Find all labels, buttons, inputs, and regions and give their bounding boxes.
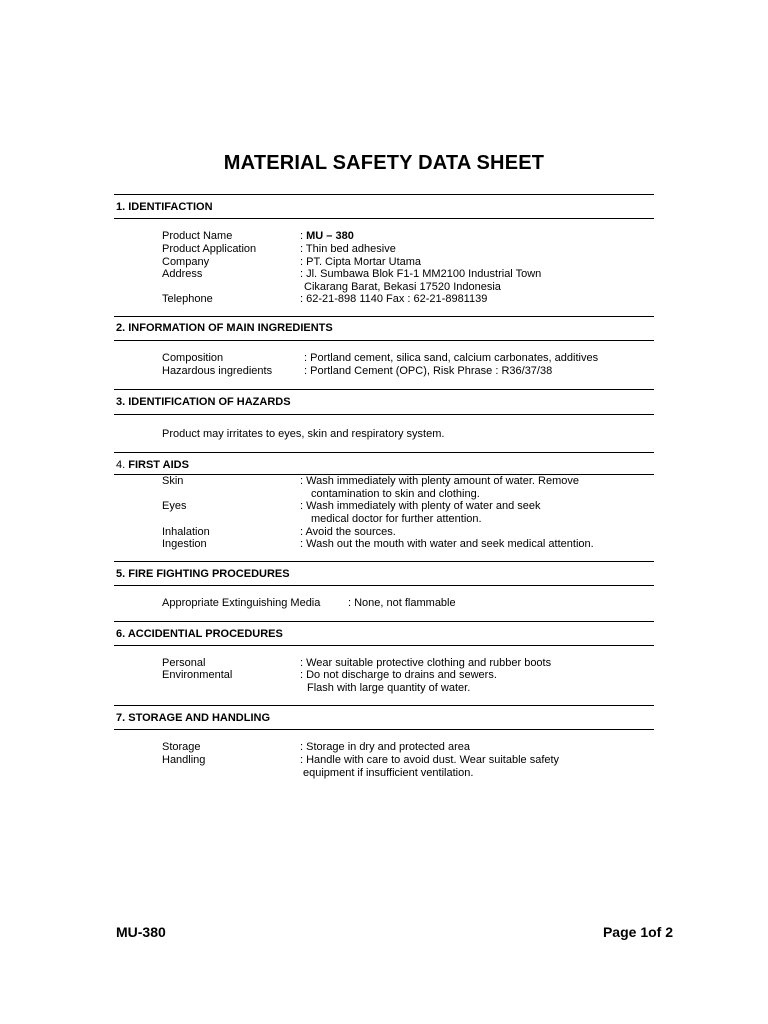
page-title: MATERIAL SAFETY DATA SHEET (223, 152, 545, 174)
divider (114, 705, 654, 706)
label-storage: Storage (162, 741, 201, 753)
label-hazardous-ingredients: Hazardous ingredients (162, 365, 273, 377)
section-heading-storage: 7. STORAGE AND HANDLING (116, 712, 271, 724)
value-inhalation: : Avoid the sources. (300, 526, 396, 538)
value-environmental-line2: Flash with large quantity of water. (307, 682, 471, 694)
value-address: : Jl. Sumbawa Blok F1-1 MM2100 Industrial Town (300, 268, 542, 280)
divider (114, 729, 654, 730)
value-eyes-line2: medical doctor for further attention. (311, 513, 482, 525)
label-inhalation: Inhalation (162, 526, 210, 538)
value-handling-line2: equipment if insufficient ventilation. (303, 767, 474, 779)
value-personal: : Wear suitable protective clothing and rubber boots (300, 657, 552, 669)
section-heading-ingredients: 2. INFORMATION OF MAIN INGREDIENTS (116, 322, 333, 334)
value-hazardous-ingredients: : Portland Cement (OPC), Risk Phrase : R36/37/38 (304, 365, 553, 377)
section-heading-hazards: 3. IDENTIFICATION OF HAZARDS (116, 396, 291, 408)
footer-doc-code: MU-380 (116, 924, 166, 940)
footer-page-number: Page 1of 2 (602, 924, 673, 940)
divider (114, 194, 654, 195)
label-personal: Personal (162, 657, 206, 669)
label-ingestion: Ingestion (162, 538, 207, 550)
value-product-application: : Thin bed adhesive (300, 243, 396, 255)
value-ingestion: : Wash out the mouth with water and seek medical attention. (300, 538, 594, 550)
value-eyes: : Wash immediately with plenty of water and seek (300, 500, 541, 512)
label-handling: Handling (162, 754, 206, 766)
value-environmental: : Do not discharge to drains and sewers. (300, 669, 497, 681)
divider (114, 561, 654, 562)
divider (114, 414, 654, 415)
divider (114, 645, 654, 646)
value-address-line2: Cikarang Barat, Bekasi 17520 Indonesia (304, 281, 501, 293)
label-composition: Composition (162, 352, 224, 364)
value-skin-line2: contamination to skin and clothing. (311, 488, 480, 500)
label-telephone: Telephone (162, 293, 213, 305)
value-skin: : Wash immediately with plenty amount of water. Remove (300, 475, 579, 487)
divider (114, 218, 654, 219)
hazards-text: Product may irritates to eyes, skin and respiratory system. (162, 428, 445, 440)
label-company: Company (162, 256, 210, 268)
divider (114, 585, 654, 586)
divider (114, 621, 654, 622)
value-composition: : Portland cement, silica sand, calcium carbonates, additives (304, 352, 599, 364)
label-address: Address (162, 268, 203, 280)
label-extinguishing-media: Appropriate Extinguishing Media (162, 597, 321, 609)
value-product-name: : MU – 380 (300, 230, 354, 242)
section-heading-fire-fighting: 5. FIRE FIGHTING PROCEDURES (116, 568, 290, 580)
section-heading-identification: 1. IDENTIFACTION (116, 201, 213, 213)
value-handling: : Handle with care to avoid dust. Wear suitable safety (300, 754, 560, 766)
divider (114, 340, 654, 341)
value-storage: : Storage in dry and protected area (300, 741, 470, 753)
label-eyes: Eyes (162, 500, 187, 512)
section-heading-first-aids: 4. FIRST AIDS (116, 459, 189, 471)
divider (114, 316, 654, 317)
label-product-application: Product Application (162, 243, 257, 255)
value-company: : PT. Cipta Mortar Utama (300, 256, 422, 268)
value-extinguishing-media: : None, not flammable (348, 597, 456, 609)
label-skin: Skin (162, 475, 184, 487)
divider (114, 452, 654, 453)
divider (114, 389, 654, 390)
label-environmental: Environmental (162, 669, 233, 681)
label-product-name: Product Name (162, 230, 233, 242)
section-heading-accidental: 6. ACCIDENTIAL PROCEDURES (116, 628, 283, 640)
value-telephone: : 62-21-898 1140 Fax : 62-21-8981139 (300, 293, 488, 305)
